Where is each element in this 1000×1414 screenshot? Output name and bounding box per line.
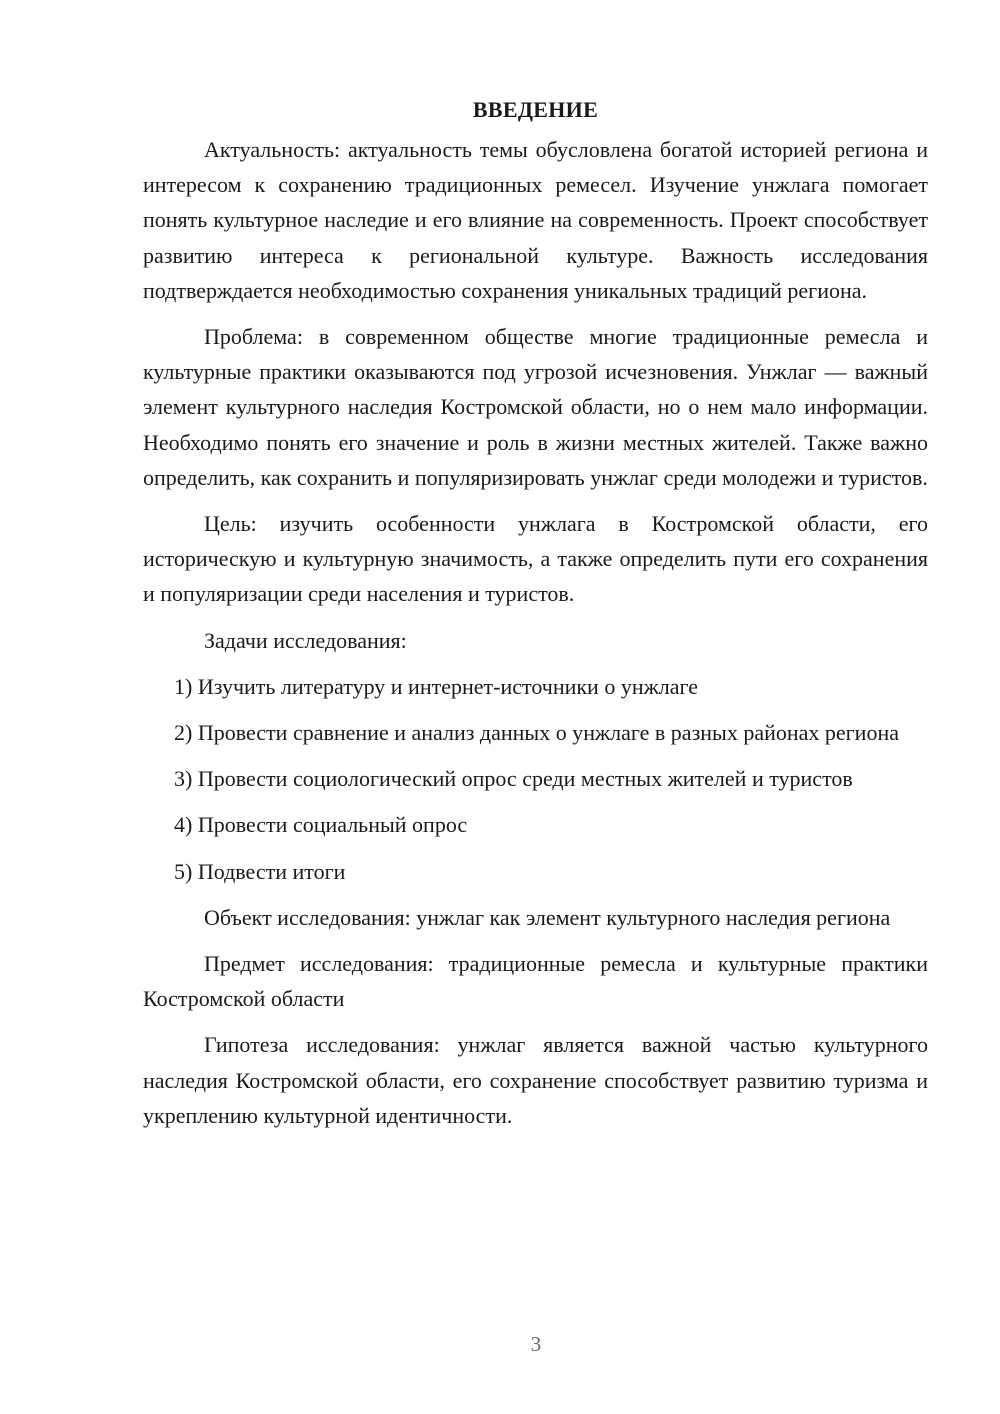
goal-paragraph: Цель: изучить особенности унжлага в Костромской области, его историческую и культурную значимость, а также определить пути его сохранения и популяризации среди населения и туристов.	[143, 511, 928, 607]
list-item: 3) Провести социологический опрос среди местных жителей и туристов	[174, 766, 853, 792]
hypothesis-paragraph: Гипотеза исследования: унжлаг является важной частью культурного наследия Костромской области, его сохранение способствует развитию туризма и укреплению культурной идентичности.	[143, 1032, 928, 1128]
tasks-heading: Задачи исследования:	[204, 627, 407, 653]
page-number: 3	[530, 1332, 542, 1356]
list-item: 2) Провести сравнение и анализ данных о унжлаге в разных районах региона	[174, 720, 899, 746]
object-paragraph: Объект исследования: унжлаг как элемент культурного наследия региона	[204, 904, 891, 930]
list-item: 5) Подвести итоги	[174, 858, 346, 884]
page-title: ВВЕДЕНИЕ	[472, 97, 599, 122]
subject-paragraph: Предмет исследования: традиционные ремесла и культурные практики Костромской области	[143, 951, 928, 1012]
problem-paragraph: Проблема: в современном обществе многие традиционные ремесла и культурные практики оказываются под угрозой исчезновения. Унжлаг — важный элемент культурного наследия Костромской области, но о нем мало информации. Необходимо понять его значение и роль в жизни местных жителей. Также важно определить, как сохранить и популяризировать унжлаг среди молодежи и туристов.	[143, 324, 928, 490]
document-page	[143, 88, 928, 1133]
list-item: 4) Провести социальный опрос	[174, 812, 468, 838]
list-item: 1) Изучить литературу и интернет-источники о унжлаге	[174, 673, 699, 699]
relevance-paragraph: Актуальность: актуальность темы обусловлена богатой историей региона и интересом к сохранению традиционных ремесел. Изучение унжлага помогает понять культурное наследие и его влияние на современность. Проект способствует развитию интереса к региональной культуре. Важность исследования подтверждается необходимостью сохранения уникальных традиций региона.	[143, 137, 928, 303]
